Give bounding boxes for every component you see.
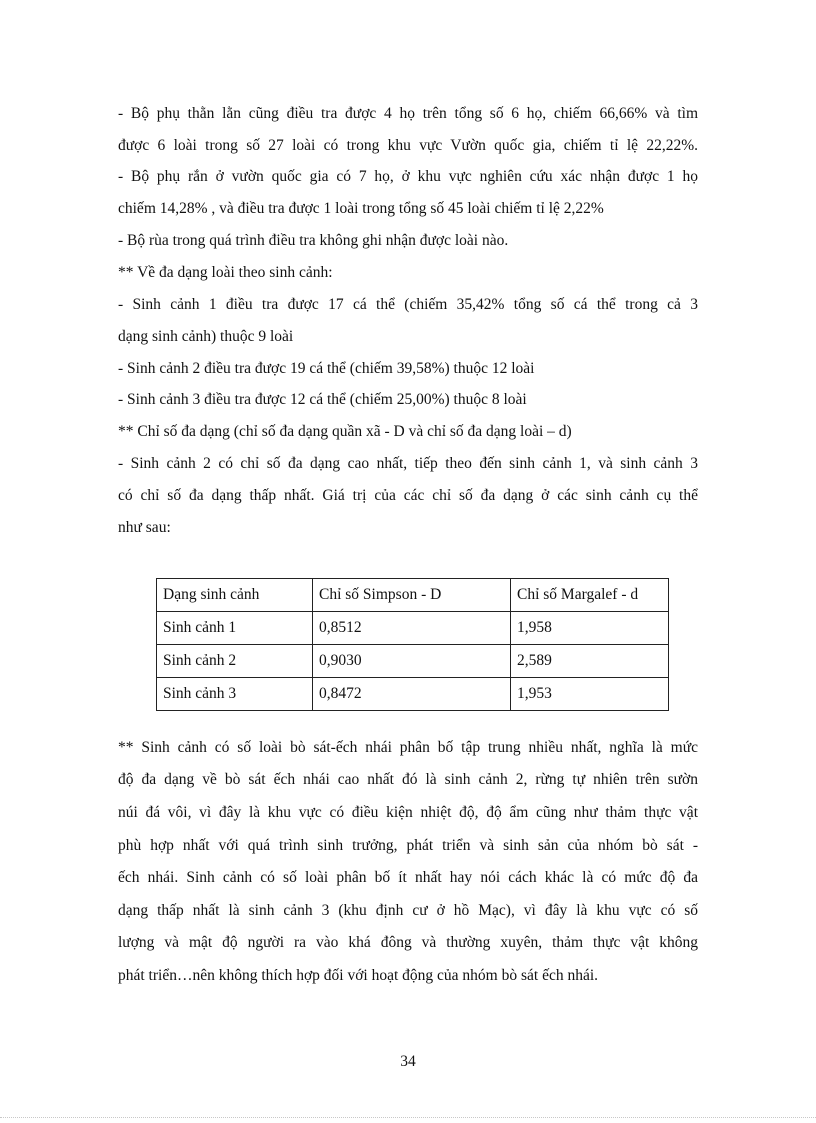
conclusion-line: phù hợp nhất với quá trình sinh trưởng, phát triển và sinh sản của nhóm bò sát - — [118, 837, 698, 854]
table-row — [157, 645, 669, 678]
body-line: dạng sinh cảnh) thuộc 9 loài — [118, 328, 294, 345]
body-line: chiếm 14,28% , và điều tra được 1 loài trong tổng số 45 loài chiếm tỉ lệ 2,22% — [118, 200, 604, 217]
table-header-cell: Dạng sinh cảnh — [157, 579, 313, 612]
table-header-cell: Chỉ số Margalef - d — [511, 579, 669, 612]
body-line: - Bộ rùa trong quá trình điều tra không ghi nhận được loài nào. — [118, 232, 509, 249]
body-line: như sau: — [118, 519, 171, 536]
table-cell: 0,8472 — [313, 678, 511, 711]
page-bottom-divider — [0, 1117, 816, 1118]
table-cell: Sinh cảnh 1 — [157, 612, 313, 645]
section-heading: ** Chỉ số đa dạng (chỉ số đa dạng quần xã - D và chỉ số đa dạng loài – d) — [118, 423, 572, 440]
conclusion-line: ếch nhái. Sinh cảnh có số loài phân bố ít nhất hay nói cách khác là có mức độ đa — [118, 869, 698, 886]
body-line: - Sinh cảnh 3 điều tra được 12 cá thể (chiếm 25,00%) thuộc 8 loài — [118, 391, 527, 408]
table-cell: 0,9030 — [313, 645, 511, 678]
conclusion-line: lượng và mật độ người ra vào khá đông và thường xuyên, thảm thực vật không — [118, 934, 698, 951]
table-header-row — [157, 579, 669, 612]
body-line: - Bộ phụ thằn lằn cũng điều tra được 4 họ trên tổng số 6 họ, chiếm 66,66% và tìm — [118, 105, 698, 122]
table-cell: 1,958 — [511, 612, 669, 645]
table-cell: Sinh cảnh 2 — [157, 645, 313, 678]
conclusion-line: dạng thấp nhất là sinh cảnh 3 (khu định cư ở hồ Mạc), vì đây là khu vực có số — [118, 902, 698, 919]
body-line: - Sinh cảnh 2 điều tra được 19 cá thể (chiếm 39,58%) thuộc 12 loài — [118, 360, 535, 377]
table-header-cell: Chỉ số Simpson - D — [313, 579, 511, 612]
conclusion-line: núi đá vôi, vì đây là khu vực có điều kiện nhiệt độ, độ ẩm cũng như thảm thực vật — [118, 804, 698, 821]
table-cell: Sinh cảnh 3 — [157, 678, 313, 711]
table-row — [157, 678, 669, 711]
body-line: có chỉ số đa dạng thấp nhất. Giá trị của các chỉ số đa dạng ở các sinh cảnh cụ thể — [118, 487, 698, 504]
table-cell: 2,589 — [511, 645, 669, 678]
conclusion-line: độ đa dạng về bò sát ếch nhái cao nhất đó là sinh cảnh 2, rừng tự nhiên trên sườn — [118, 771, 698, 788]
table-cell: 1,953 — [511, 678, 669, 711]
body-line: - Sinh cảnh 2 có chỉ số đa dạng cao nhất, tiếp theo đến sinh cảnh 1, và sinh cảnh 3 — [118, 455, 698, 472]
body-line: được 6 loài trong số 27 loài có trong khu vực Vườn quốc gia, chiếm tỉ lệ 22,22%. — [118, 137, 698, 154]
table-row — [157, 612, 669, 645]
table-cell: 0,8512 — [313, 612, 511, 645]
page-number: 34 — [400, 1053, 416, 1070]
body-line: - Bộ phụ rắn ở vườn quốc gia có 7 họ, ở khu vực nghiên cứu xác nhận được 1 họ — [118, 168, 698, 185]
conclusion-line: phát triển…nên không thích hợp đối với hoạt động của nhóm bò sát ếch nhái. — [118, 967, 599, 984]
diversity-index-table — [156, 578, 669, 711]
section-heading: ** Về đa dạng loài theo sinh cảnh: — [118, 264, 333, 281]
conclusion-line: ** Sinh cảnh có số loài bò sát-ếch nhái phân bố tập trung nhiều nhất, nghĩa là mức — [118, 739, 698, 756]
body-line: - Sinh cảnh 1 điều tra được 17 cá thể (chiếm 35,42% tổng số cá thể trong cả 3 — [118, 296, 698, 313]
